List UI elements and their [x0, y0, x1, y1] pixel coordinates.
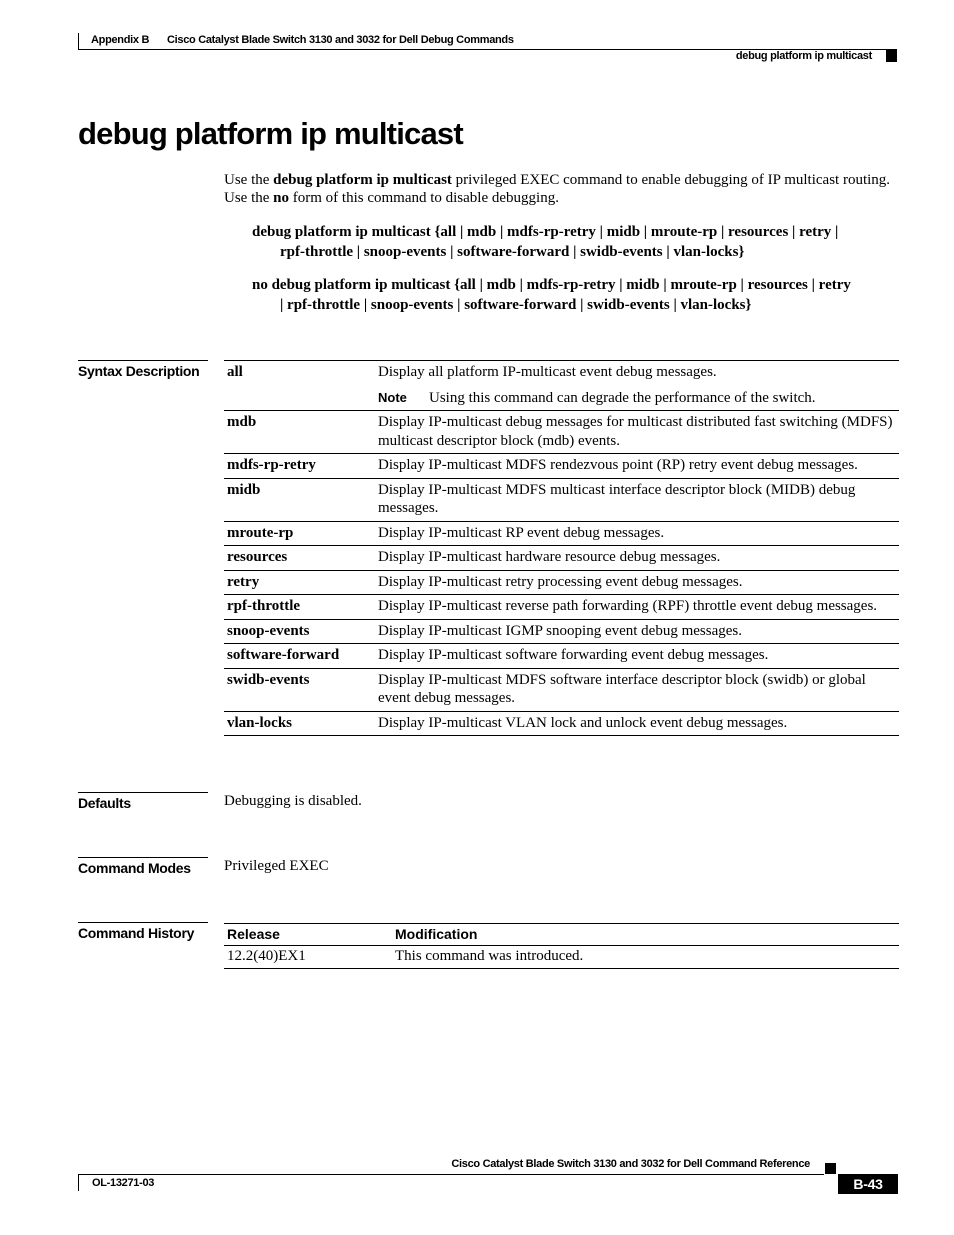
intro-paragraph — [224, 171, 899, 207]
syntax-debug-line2: rpf-throttle | snoop-events | software-forward | swidb-events | vlan-locks} — [280, 243, 745, 260]
table-row — [224, 361, 899, 411]
header-section: debug platform ip multicast — [735, 50, 872, 62]
description-text: Display all platform IP-multicast event debug messages. — [378, 364, 717, 380]
release-column-header: Release — [224, 924, 392, 946]
command-modes-label: Command Modes — [78, 857, 208, 876]
description-cell: Display IP-multicast IGMP snooping event debug messages. — [375, 619, 899, 644]
intro-text-3: form of this command to disable debugging. — [289, 190, 559, 206]
intro-text-1: Use the — [224, 172, 274, 188]
history-table — [224, 923, 899, 969]
keyword-cell: mdb — [224, 411, 375, 454]
keyword-cell: swidb-events — [224, 668, 375, 711]
header-chapter: Cisco Catalyst Blade Switch 3130 and 3032 for Dell Debug Commands — [167, 34, 514, 46]
keyword-cell: vlan-locks — [224, 711, 375, 736]
syntax-debug-line1: debug platform ip multicast {all | mdb | mdfs-rp-retry | midb | mroute-rp | resources | retry | — [252, 224, 839, 240]
footer-marker-block — [825, 1163, 836, 1174]
description-cell: Display IP-multicast RP event debug messages. — [375, 521, 899, 546]
description-cell — [375, 361, 899, 411]
intro-command: debug platform ip multicast — [273, 172, 452, 188]
table-row — [224, 454, 899, 479]
footer-rule — [78, 1174, 824, 1175]
note-label: Note — [378, 389, 407, 405]
defaults-text: Debugging is disabled. — [224, 793, 362, 809]
description-cell: Display IP-multicast software forwarding event debug messages. — [375, 644, 899, 669]
table-row — [224, 521, 899, 546]
description-cell: Display IP-multicast retry processing event debug messages. — [375, 570, 899, 595]
history-header-row — [224, 924, 899, 946]
note-text: Using this command can degrade the performance of the switch. — [429, 389, 816, 406]
syntax-description-label: Syntax Description — [78, 360, 208, 379]
intro-no-keyword: no — [273, 190, 289, 206]
keyword-cell: software-forward — [224, 644, 375, 669]
table-row — [224, 644, 899, 669]
table-row — [224, 411, 899, 454]
keyword-cell: all — [224, 361, 375, 411]
header-marker-block — [886, 50, 897, 62]
table-row — [224, 711, 899, 736]
keyword-cell: mdfs-rp-retry — [224, 454, 375, 479]
syntax-no-line2: | rpf-throttle | snoop-events | software-forward | swidb-events | vlan-locks} — [280, 296, 752, 313]
command-modes-text: Privileged EXEC — [224, 858, 329, 874]
keyword-cell: retry — [224, 570, 375, 595]
syntax-table — [224, 360, 899, 736]
table-row — [224, 546, 899, 571]
table-row — [224, 619, 899, 644]
syntax-no-debug — [252, 276, 899, 315]
footer-left-bar — [78, 1174, 79, 1191]
description-cell: Display IP-multicast MDFS software interface descriptor block (swidb) or global event debug messages. — [375, 668, 899, 711]
keyword-cell: midb — [224, 478, 375, 521]
footer-title: Cisco Catalyst Blade Switch 3130 and 3032 for Dell Command Reference — [451, 1158, 810, 1170]
keyword-cell: snoop-events — [224, 619, 375, 644]
header-appendix: Appendix B — [91, 34, 150, 46]
table-row — [224, 595, 899, 620]
syntax-no-line1: no debug platform ip multicast {all | mdb | mdfs-rp-retry | midb | mroute-rp | resources | retry — [252, 277, 851, 293]
description-cell: Display IP-multicast reverse path forwarding (RPF) throttle event debug messages. — [375, 595, 899, 620]
table-row — [224, 946, 899, 969]
footer-doc-number: OL-13271-03 — [92, 1177, 155, 1189]
modification-cell: This command was introduced. — [392, 946, 899, 969]
page-title: debug platform ip multicast — [78, 116, 463, 151]
keyword-cell: resources — [224, 546, 375, 571]
release-cell: 12.2(40)EX1 — [224, 946, 392, 969]
defaults-label: Defaults — [78, 792, 208, 811]
keyword-cell: rpf-throttle — [224, 595, 375, 620]
page-number: B-43 — [838, 1174, 898, 1194]
header-left-bar — [78, 33, 79, 50]
table-row — [224, 478, 899, 521]
table-row — [224, 668, 899, 711]
description-cell: Display IP-multicast VLAN lock and unlock event debug messages. — [375, 711, 899, 736]
intro-text-2: privileged EXEC command to enable debugging of IP multicast routing. Use the — [224, 172, 891, 206]
note — [378, 389, 896, 408]
description-cell: Display IP-multicast MDFS rendezvous point (RP) retry event debug messages. — [375, 454, 899, 479]
command-history-label: Command History — [78, 922, 208, 941]
modification-column-header: Modification — [392, 924, 899, 946]
syntax-debug — [252, 223, 899, 262]
keyword-cell: mroute-rp — [224, 521, 375, 546]
description-cell: Display IP-multicast debug messages for multicast distributed fast switching (MDFS) multicast descriptor block (mdb) events. — [375, 411, 899, 454]
description-cell: Display IP-multicast hardware resource debug messages. — [375, 546, 899, 571]
table-row — [224, 570, 899, 595]
description-cell: Display IP-multicast MDFS multicast interface descriptor block (MIDB) debug messages. — [375, 478, 899, 521]
